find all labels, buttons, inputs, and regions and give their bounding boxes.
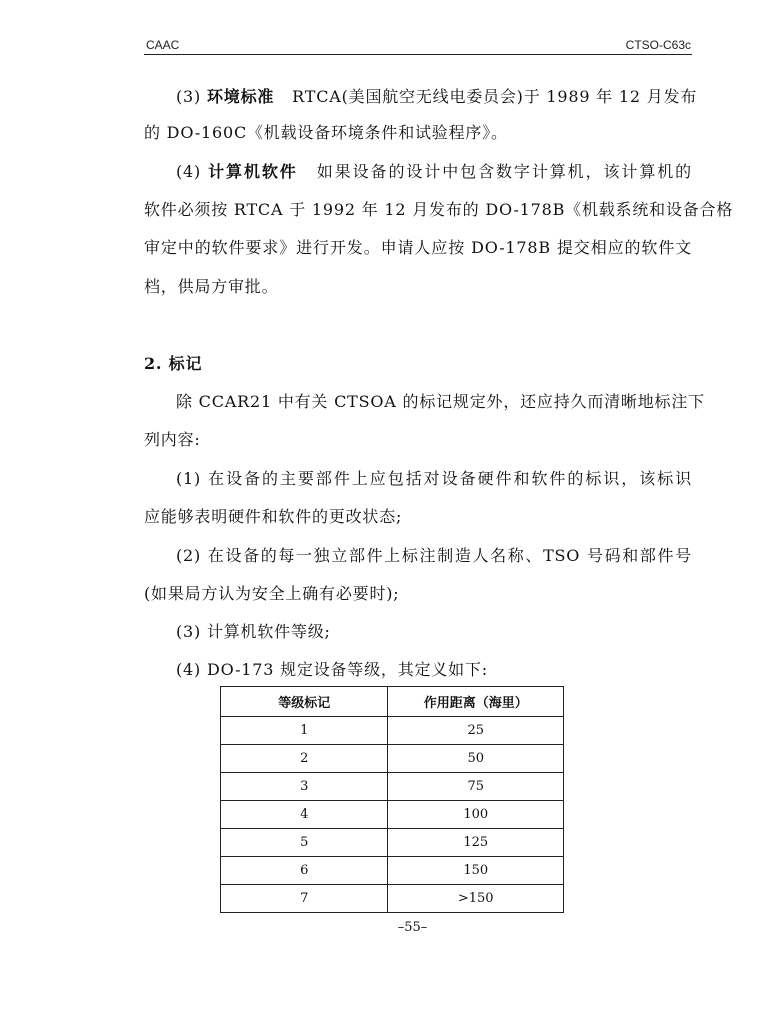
range-cell: 150 [388, 857, 564, 885]
page-number: –55– [397, 920, 428, 935]
item1-line1: (1) 在设备的主要部件上应包括对设备硬件和软件的标识，该标识 [176, 469, 692, 488]
grade-cell: 5 [221, 829, 388, 857]
section2-heading: 2. 标记 [144, 354, 203, 373]
range-cell: >150 [388, 885, 564, 913]
para3-line1-text: RTCA(美国航空无线电委员会)于 1989 年 12 月发布 [292, 87, 698, 106]
item4: (4) DO-173 规定设备等级，其定义如下: [176, 660, 488, 679]
range-cell: 50 [388, 745, 564, 773]
para4-line3: 审定中的软件要求》进行开发。申请人应按 DO-178B 提交相应的软件文 [144, 238, 692, 257]
range-cell: 25 [388, 717, 564, 745]
table-header-row [221, 687, 564, 717]
para4-title: 计算机软件 [208, 162, 298, 181]
grade-cell: 2 [221, 745, 388, 773]
para3-title: 环境标准 [206, 87, 275, 106]
range-cell: 125 [388, 829, 564, 857]
item2-line2: (如果局方认为安全上确有必要时); [144, 584, 400, 603]
section2-intro-line1: 除 CCAR21 中有关 CTSOA 的标记规定外，还应持久而清晰地标注下 [176, 392, 705, 411]
item3: (3) 计算机软件等级; [176, 622, 331, 641]
header-left-label: CAAC [146, 38, 180, 52]
grade-cell: 3 [221, 773, 388, 801]
item2-line1: (2) 在设备的每一独立部件上标注制造人名称、TSO 号码和部件号 [176, 546, 692, 565]
grade-cell: 6 [221, 857, 388, 885]
table-header-grade: 等级标记 [221, 687, 388, 717]
para3-line1 [176, 86, 698, 108]
table-row [221, 773, 564, 801]
table-row [221, 857, 564, 885]
grade-cell: 4 [221, 801, 388, 829]
para4-line1-text: 如果设备的设计中包含数字计算机，该计算机的 [315, 162, 692, 181]
para3-line2: 的 DO-160C《机载设备环境条件和试验程序》。 [144, 123, 508, 142]
grade-table [220, 686, 564, 913]
para4-line2: 软件必须按 RTCA 于 1992 年 12 月发布的 DO-178B《机载系统和设备合格 [144, 200, 734, 219]
table-row [221, 745, 564, 773]
para4-line4: 档，供局方审批。 [144, 277, 279, 296]
range-cell: 100 [388, 801, 564, 829]
item1-line2: 应能够表明硬件和软件的更改状态; [144, 507, 403, 526]
table-row [221, 885, 564, 913]
grade-cell: 7 [221, 885, 388, 913]
section2-intro-line2: 列内容: [144, 430, 201, 449]
table-row [221, 801, 564, 829]
table-row [221, 717, 564, 745]
para4-number: (4) [176, 162, 202, 181]
grade-cell: 1 [221, 717, 388, 745]
header-right-label: CTSO-C63c [625, 38, 691, 52]
table-header-range: 作用距离（海里） [388, 687, 564, 717]
para3-number: (3) [176, 87, 202, 106]
table-row [221, 829, 564, 857]
header-rule [144, 54, 692, 55]
range-cell: 75 [388, 773, 564, 801]
para4-line1 [176, 161, 692, 183]
